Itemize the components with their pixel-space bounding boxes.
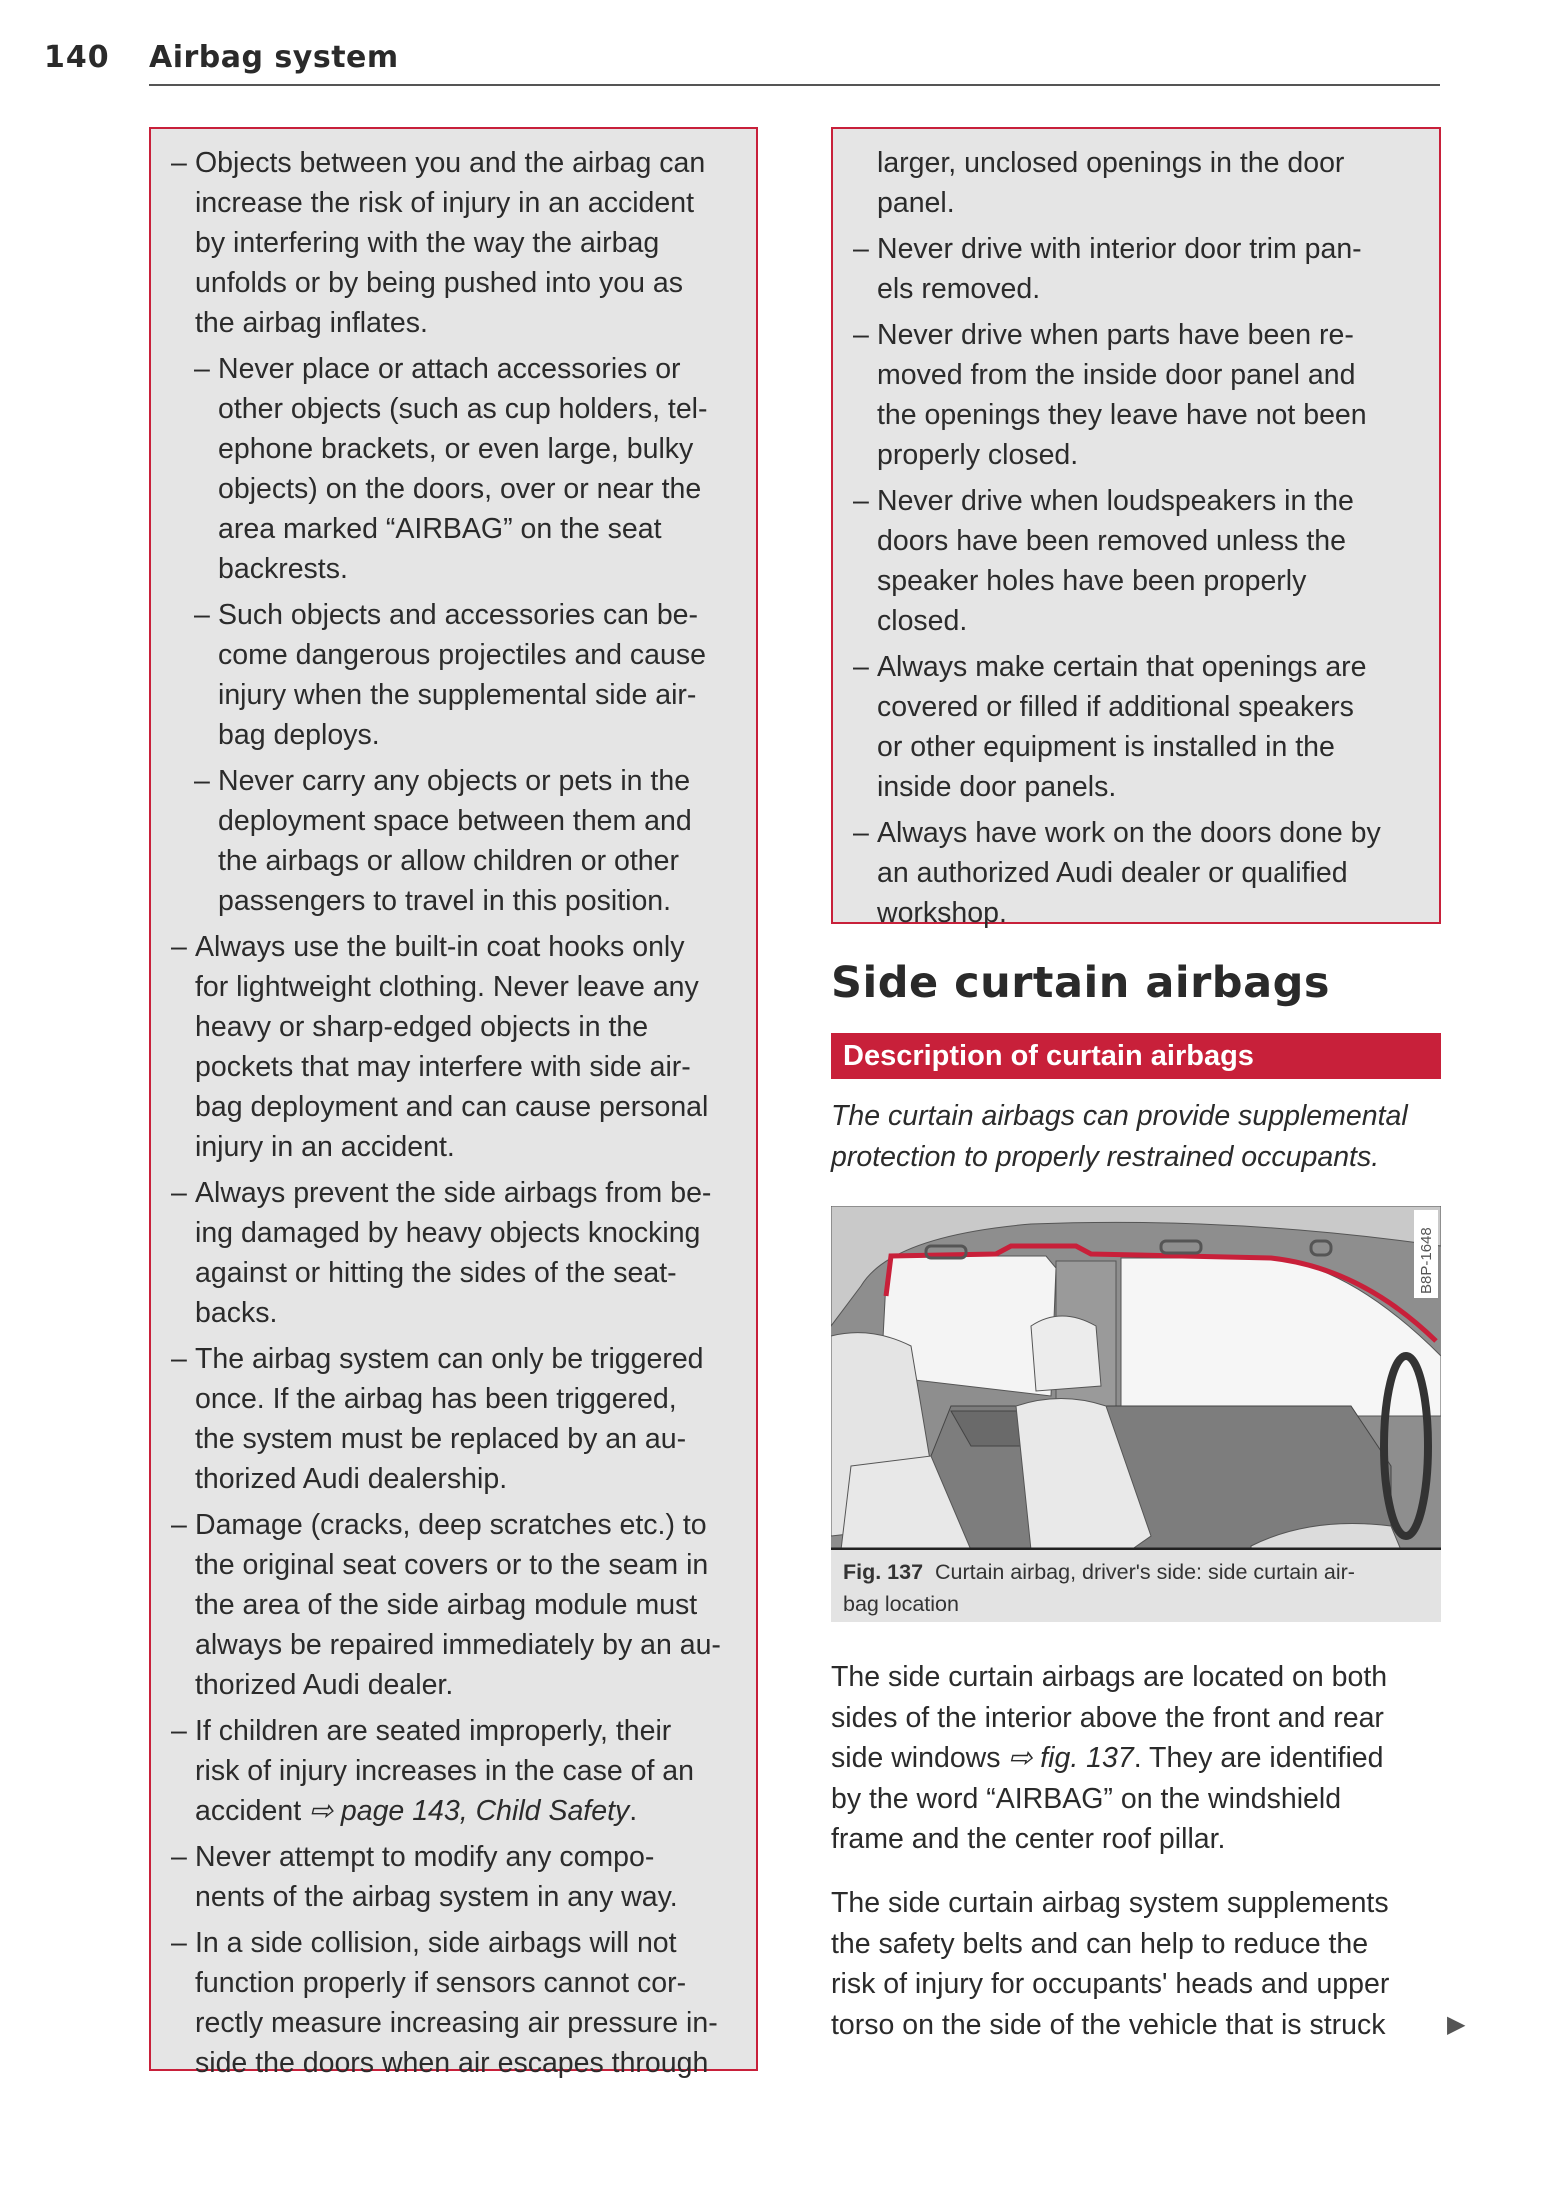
list-item	[833, 647, 1439, 807]
text-line	[877, 893, 1439, 933]
text-line	[195, 1213, 756, 1253]
text-segment: for lightweight clothing. Never leave any	[195, 971, 699, 1003]
dash-bullet-icon: –	[194, 765, 210, 797]
text-line	[831, 1698, 1387, 1739]
text-line	[218, 509, 756, 549]
text-line	[195, 1837, 756, 1877]
text-line	[218, 761, 756, 801]
text-line	[218, 635, 756, 675]
list-item	[151, 143, 756, 343]
dash-bullet-icon: –	[171, 1343, 187, 1375]
text-segment: the original seat covers or to the seam in	[195, 1549, 709, 1581]
text-line	[195, 1293, 756, 1333]
text-segment: larger, unclosed openings in the door	[877, 147, 1345, 179]
text-segment: come dangerous projectiles and cause	[218, 639, 706, 671]
text-line	[195, 2003, 756, 2043]
text-line	[195, 1253, 756, 1293]
text-segment: panel.	[877, 187, 955, 219]
caption-text: Curtain airbag, driver's side: side curtain air-	[935, 1560, 1355, 1584]
list-item	[151, 927, 756, 1167]
figure-137	[831, 1206, 1441, 1622]
continue-arrow-icon: ▶	[1447, 2010, 1466, 2038]
text-segment: area marked “AIRBAG” on the seat	[218, 513, 662, 545]
text-segment: nents of the airbag system in any way.	[195, 1881, 678, 1913]
text-segment: the openings they leave have not been	[877, 399, 1367, 431]
header-rule	[149, 84, 1440, 86]
text-line	[195, 183, 756, 223]
figure-code: B8P-1648	[1418, 1227, 1435, 1294]
text-segment: by the word “AIRBAG” on the windshield	[831, 1782, 1342, 1815]
list-item	[833, 315, 1439, 475]
text-segment: the system must be replaced by an au-	[195, 1423, 687, 1455]
text-segment: passengers to travel in this position.	[218, 885, 672, 917]
text-line	[218, 881, 756, 921]
text-segment: risk of injury for occupants' heads and upper	[831, 1968, 1390, 2001]
text-segment: sides of the interior above the front and rear	[831, 1701, 1384, 1734]
text-segment: function properly if sensors cannot cor-	[195, 1967, 687, 1999]
text-segment: side windows	[831, 1742, 1009, 1775]
intro-text	[831, 1096, 1408, 1177]
warning-box-right	[831, 127, 1441, 929]
dash-bullet-icon: –	[171, 1715, 187, 1747]
text-segment: torso on the side of the vehicle that is struck	[831, 2008, 1386, 2041]
dash-bullet-icon: –	[853, 817, 869, 849]
text-segment: covered or filled if additional speakers	[877, 691, 1354, 723]
list-item	[151, 1923, 756, 2083]
text-segment: the area of the side airbag module must	[195, 1589, 698, 1621]
warning-list	[151, 143, 756, 2083]
text-line	[877, 767, 1439, 807]
text-segment: closed.	[877, 605, 968, 637]
text-line	[195, 1007, 756, 1047]
dash-bullet-icon: –	[194, 599, 210, 631]
figure-label: Fig. 137	[843, 1560, 924, 1584]
text-segment: Never attempt to modify any compo-	[195, 1841, 655, 1873]
caption-text: bag location	[843, 1592, 959, 1616]
text-line	[195, 1545, 756, 1585]
text-segment: pockets that may interfere with side air-	[195, 1051, 691, 1083]
list-item	[151, 1173, 756, 1333]
text-segment: against or hitting the sides of the seat-	[195, 1257, 677, 1289]
text-line	[195, 1379, 756, 1419]
text-segment: Never drive when loudspeakers in the	[877, 485, 1354, 517]
text-line	[195, 1585, 756, 1625]
list-item	[151, 1837, 756, 1917]
text-segment: heavy or sharp-edged objects in the	[195, 1011, 649, 1043]
text-line	[195, 2043, 756, 2083]
curtain-airbag-illustration	[831, 1206, 1441, 1550]
text-line	[831, 1657, 1387, 1698]
text-segment: . They are identified	[1133, 1742, 1384, 1775]
text-segment: thorized Audi dealer.	[195, 1669, 454, 1701]
subheading-bar: Description of curtain airbags	[831, 1033, 1441, 1079]
text-line	[831, 1964, 1389, 2005]
text-segment: bag deployment and can cause personal	[195, 1091, 709, 1123]
text-line	[831, 1924, 1389, 1965]
text-line	[877, 561, 1439, 601]
list-item	[833, 481, 1439, 641]
text-segment: unfolds or by being pushed into you as	[195, 267, 684, 299]
text-line	[195, 1339, 756, 1379]
text-line	[831, 1779, 1387, 1820]
text-line	[195, 223, 756, 263]
text-segment: els removed.	[877, 273, 1041, 305]
text-segment: thorized Audi dealership.	[195, 1463, 508, 1495]
dash-bullet-icon: –	[853, 233, 869, 265]
text-line	[195, 1127, 756, 1167]
text-line	[877, 687, 1439, 727]
text-segment: risk of injury increases in the case of an	[195, 1755, 694, 1787]
text-segment: speaker holes have been properly	[877, 565, 1307, 597]
text-segment: once. If the airbag has been triggered,	[195, 1383, 677, 1415]
intro-line: protection to properly restrained occupants.	[831, 1140, 1380, 1173]
list-item	[151, 1505, 756, 1705]
text-segment: Never drive with interior door trim pan-	[877, 233, 1362, 265]
text-line	[195, 263, 756, 303]
cross-reference-link[interactable]: ⇨ fig. 137	[1008, 1742, 1134, 1775]
text-line	[877, 395, 1439, 435]
figure-caption	[843, 1556, 1355, 1620]
text-segment: workshop.	[877, 897, 1007, 929]
page-number: 140	[44, 40, 110, 75]
text-segment: backrests.	[218, 553, 348, 585]
text-segment: rectly measure increasing air pressure in-	[195, 2007, 718, 2039]
sub-list-item	[151, 595, 756, 755]
text-segment: injury in an accident.	[195, 1131, 455, 1163]
text-line	[877, 315, 1439, 355]
text-line	[877, 727, 1439, 767]
text-segment: properly closed.	[877, 439, 1079, 471]
text-segment: moved from the inside door panel and	[877, 359, 1356, 391]
body-paragraph	[831, 1883, 1389, 2045]
dash-bullet-icon: –	[853, 651, 869, 683]
text-line	[195, 967, 756, 1007]
text-segment: or other equipment is installed in the	[877, 731, 1335, 763]
cross-reference-link[interactable]: ⇨ page 143, Child Safety	[309, 1795, 630, 1827]
text-segment: increase the risk of injury in an accident	[195, 187, 695, 219]
text-line	[195, 1087, 756, 1127]
text-segment: Always have work on the doors done by	[877, 817, 1381, 849]
text-segment: Always use the built-in coat hooks only	[195, 931, 685, 963]
text-segment: In a side collision, side airbags will not	[195, 1927, 677, 1959]
text-line	[195, 1047, 756, 1087]
text-line	[877, 229, 1439, 269]
section-heading: Side curtain airbags	[831, 958, 1330, 1008]
text-line	[195, 1459, 756, 1499]
body-paragraph	[831, 1657, 1387, 1860]
text-segment: If children are seated improperly, their	[195, 1715, 672, 1747]
text-segment: side the doors when air escapes through	[195, 2047, 709, 2079]
text-line	[831, 1819, 1387, 1860]
text-line	[877, 521, 1439, 561]
text-line	[195, 1751, 756, 1791]
text-segment: the airbags or allow children or other	[218, 845, 679, 877]
dash-bullet-icon: –	[171, 1841, 187, 1873]
dash-bullet-icon: –	[171, 1177, 187, 1209]
text-line	[195, 927, 756, 967]
text-segment: injury when the supplemental side air-	[218, 679, 697, 711]
text-segment: Never drive when parts have been re-	[877, 319, 1354, 351]
text-line	[195, 303, 756, 343]
dash-bullet-icon: –	[853, 485, 869, 517]
text-segment: doors have been removed unless the	[877, 525, 1346, 557]
text-segment: Such objects and accessories can be-	[218, 599, 699, 631]
text-segment: inside door panels.	[877, 771, 1117, 803]
text-line	[831, 1738, 1387, 1779]
warning-box-left	[149, 127, 758, 2079]
text-line	[218, 549, 756, 589]
text-line	[195, 1625, 756, 1665]
text-segment: The airbag system can only be triggered	[195, 1343, 704, 1375]
text-line	[877, 647, 1439, 687]
text-segment: bag deploys.	[218, 719, 380, 751]
sub-list-item	[151, 761, 756, 921]
text-line	[218, 841, 756, 881]
text-segment: Never carry any objects or pets in the	[218, 765, 691, 797]
text-line	[195, 143, 756, 183]
text-line	[877, 435, 1439, 475]
text-line	[195, 1173, 756, 1213]
text-line	[195, 1877, 756, 1917]
text-segment: by interfering with the way the airbag	[195, 227, 660, 259]
text-line	[218, 389, 756, 429]
continued-text	[833, 143, 1439, 223]
text-line	[877, 355, 1439, 395]
text-segment: deployment space between them and	[218, 805, 692, 837]
text-line	[195, 1505, 756, 1545]
text-line	[831, 2005, 1389, 2046]
dash-bullet-icon: –	[171, 1509, 187, 1541]
text-line	[195, 1665, 756, 1705]
text-segment: Never place or attach accessories or	[218, 353, 681, 385]
text-line	[195, 1923, 756, 1963]
text-line	[218, 801, 756, 841]
list-item	[833, 229, 1439, 309]
text-line	[218, 675, 756, 715]
dash-bullet-icon: –	[853, 319, 869, 351]
text-segment: accident	[195, 1795, 310, 1827]
text-line	[831, 1883, 1389, 1924]
text-segment: Objects between you and the airbag can	[195, 147, 706, 179]
text-line	[877, 183, 1439, 223]
dash-bullet-icon: –	[171, 147, 187, 179]
text-segment: ing damaged by heavy objects knocking	[195, 1217, 701, 1249]
text-line	[218, 715, 756, 755]
text-line	[195, 1963, 756, 2003]
text-segment: .	[629, 1795, 638, 1827]
list-item	[151, 1711, 756, 1831]
dash-bullet-icon: –	[171, 931, 187, 963]
text-segment: frame and the center roof pillar.	[831, 1823, 1226, 1856]
text-segment: Always make certain that openings are	[877, 651, 1367, 683]
warning-list-continued	[833, 143, 1439, 933]
text-segment: backs.	[195, 1297, 278, 1329]
text-line	[877, 813, 1439, 853]
text-line	[877, 269, 1439, 309]
section-title: Airbag system	[149, 40, 399, 75]
text-line	[218, 349, 756, 389]
text-line	[195, 1711, 756, 1751]
text-segment: an authorized Audi dealer or qualified	[877, 857, 1348, 889]
text-line	[218, 595, 756, 635]
text-segment: other objects (such as cup holders, tel-	[218, 393, 708, 425]
text-line	[877, 481, 1439, 521]
sub-list-item	[151, 349, 756, 589]
text-segment: Damage (cracks, deep scratches etc.) to	[195, 1509, 707, 1541]
text-segment: ephone brackets, or even large, bulky	[218, 433, 694, 465]
intro-line: The curtain airbags can provide supplemental	[831, 1100, 1408, 1132]
text-segment: The side curtain airbag system supplements	[831, 1887, 1389, 1919]
text-segment: The side curtain airbags are located on both	[831, 1661, 1388, 1693]
text-segment: always be repaired immediately by an au-	[195, 1629, 721, 1661]
text-line	[218, 429, 756, 469]
text-line	[877, 143, 1439, 183]
text-segment: the safety belts and can help to reduce the	[831, 1927, 1369, 1960]
text-segment: objects) on the doors, over or near the	[218, 473, 702, 505]
text-line	[195, 1419, 756, 1459]
list-item	[833, 813, 1439, 933]
text-line	[195, 1791, 756, 1831]
text-line	[877, 601, 1439, 641]
text-line	[877, 853, 1439, 893]
dash-bullet-icon: –	[171, 1927, 187, 1959]
text-segment: the airbag inflates.	[195, 307, 428, 339]
list-item	[151, 1339, 756, 1499]
text-segment: Always prevent the side airbags from be-	[195, 1177, 712, 1209]
dash-bullet-icon: –	[194, 353, 210, 385]
text-line	[218, 469, 756, 509]
